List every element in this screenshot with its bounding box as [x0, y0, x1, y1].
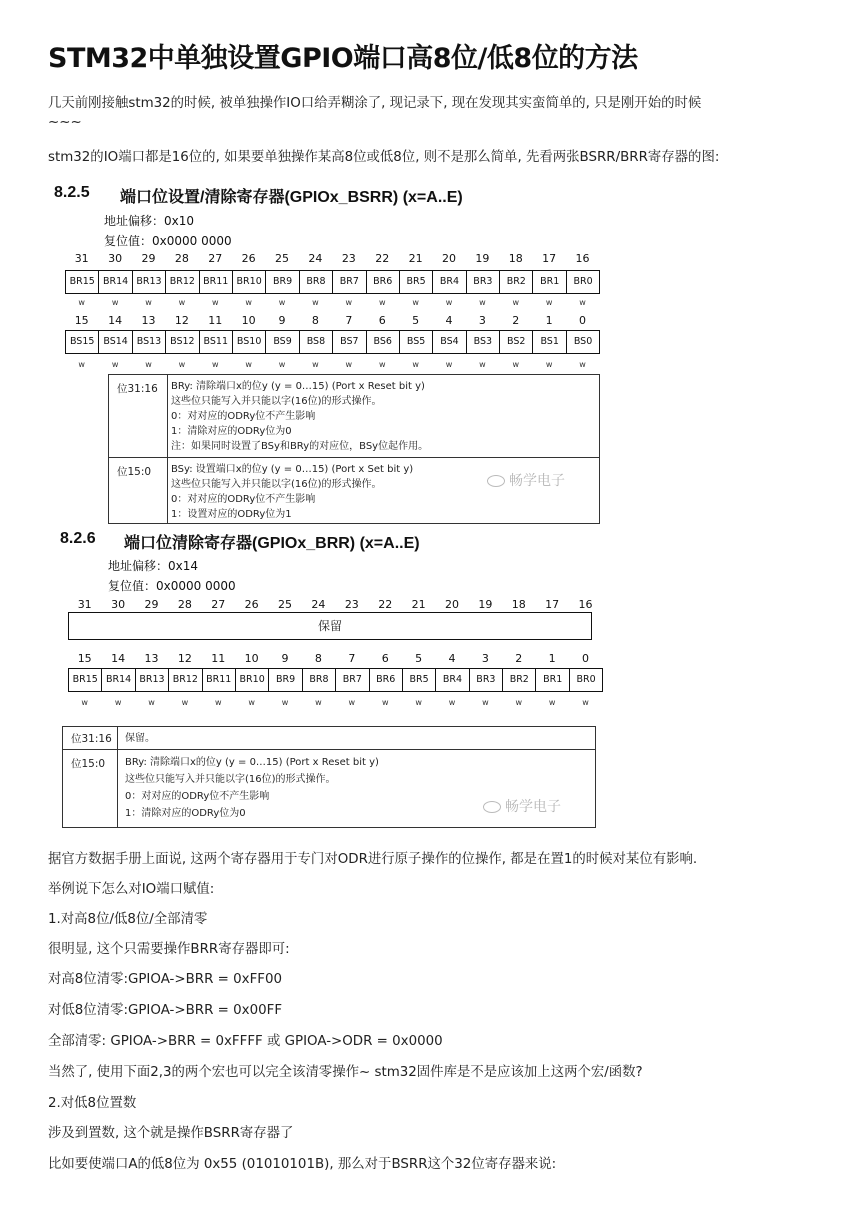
bit-number: 26: [244, 598, 259, 611]
bit-number: 9: [278, 314, 286, 327]
desc-line: BSy: 设置端口x的位y (y = 0…15) (Port x Set bit y): [171, 464, 414, 475]
paragraph-macro-note: 当然了, 使用下面2,3的两个宏也可以完全该清零操作~ stm32固件库是不是应该加上这两个宏/函数?: [48, 1065, 643, 1080]
bit-number: 18: [511, 598, 526, 611]
bsrr-desc-text-bs: [171, 462, 413, 522]
bsrr-reset-value: 复位值：0x0000 0000: [104, 234, 232, 248]
bit-number: 14: [108, 314, 123, 327]
bit-number: 4: [448, 652, 456, 665]
bit-number: 21: [411, 598, 426, 611]
bsrr-desc-row-br: [109, 375, 599, 458]
bsrr-section-number: 8.2.5: [54, 184, 90, 201]
bsrr-description-table: [108, 374, 600, 524]
register-field: BR7: [336, 669, 369, 691]
access-type: w: [579, 298, 586, 307]
register-field: BS1: [533, 331, 566, 353]
register-field: BR15: [69, 669, 102, 691]
desc-line: 0：对对应的ODRy位不产生影响: [171, 494, 316, 505]
bit-number: 27: [208, 252, 223, 265]
bit-number: 1: [545, 314, 553, 327]
desc-line: BRy: 清除端口x的位y (y = 0…15) (Port x Reset bit y): [171, 381, 425, 392]
bit-number: 6: [378, 314, 386, 327]
access-type: w: [545, 360, 553, 369]
register-field: BS10: [233, 331, 266, 353]
bit-number: 11: [211, 652, 226, 665]
brr-address-offset: 地址偏移：0x14: [108, 559, 199, 573]
bit-number: 2: [512, 314, 520, 327]
access-type: w: [579, 360, 586, 369]
register-field: BR8: [300, 271, 333, 293]
bsrr-desc-label-br: 位31:16: [117, 383, 158, 395]
register-field: BR9: [269, 669, 302, 691]
register-field: BR3: [470, 669, 503, 691]
bsrr-bit-numbers-high: [65, 252, 599, 265]
access-type: w: [78, 360, 85, 369]
access-type: w: [482, 698, 489, 707]
register-field: BR12: [166, 271, 199, 293]
desc-line: 0：对对应的ODRy位不产生影响: [171, 411, 316, 422]
register-field: BR10: [233, 271, 266, 293]
access-type: w: [312, 298, 319, 307]
access-type: w: [245, 298, 252, 307]
register-field: BR7: [333, 271, 366, 293]
access-type: w: [479, 298, 486, 307]
bsrr-address-offset: 地址偏移：0x10: [104, 214, 195, 228]
access-type: w: [114, 698, 122, 707]
register-field: BS11: [200, 331, 233, 353]
register-field: BR8: [303, 669, 336, 691]
paragraph-example-intro: 举例说下怎么对IO端口赋值:: [48, 882, 215, 897]
bit-number: 9: [281, 652, 289, 665]
desc-line: 1：清除对应的ODRy位为0: [171, 426, 292, 437]
bit-number: 23: [344, 598, 359, 611]
bit-number: 20: [441, 252, 456, 265]
bit-number: 5: [415, 652, 423, 665]
bit-number: 28: [174, 252, 189, 265]
bit-number: 19: [475, 252, 490, 265]
wechat-icon: [487, 475, 505, 487]
paragraph-bsrr-example: 比如要使端口A的低8位为 0x55 (01010101B), 那么对于BSRR这个32位寄存器来说:: [48, 1157, 557, 1172]
register-field: BR6: [370, 669, 403, 691]
bit-number: 14: [111, 652, 126, 665]
register-field: BR5: [400, 271, 433, 293]
bit-number: 20: [444, 598, 459, 611]
bsrr-desc-label-bs: 位15:0: [117, 466, 152, 478]
access-type: w: [345, 360, 353, 369]
bit-number: 15: [74, 314, 89, 327]
bit-number: 22: [375, 252, 390, 265]
brr-section-number: 8.2.6: [60, 530, 96, 547]
access-type: w: [315, 698, 322, 707]
bit-number: 7: [348, 652, 356, 665]
access-type: w: [445, 360, 453, 369]
access-type: w: [381, 698, 389, 707]
bit-number: 3: [481, 652, 489, 665]
brr-desc-row-reserved: [63, 727, 595, 750]
register-field: BR2: [500, 271, 533, 293]
bit-number: 24: [308, 252, 323, 265]
register-field: BR4: [436, 669, 469, 691]
brr-reserved-field: 保留: [68, 612, 592, 640]
brr-desc-text-reserved: 保留。: [125, 733, 155, 744]
bit-number: 23: [341, 252, 356, 265]
brr-bit-numbers-high: [68, 598, 602, 611]
bsrr-desc-row-bs: [109, 458, 599, 522]
register-field: BR5: [403, 669, 436, 691]
bit-number: 15: [77, 652, 92, 665]
register-field: BR4: [433, 271, 466, 293]
brr-access-row: [68, 698, 602, 707]
access-type: w: [512, 298, 520, 307]
code-clear-all: 全部清零: GPIOA->BRR = 0xFFFF 或 GPIOA->ODR = 0x0000: [48, 1034, 443, 1049]
register-field: BS0: [573, 336, 593, 347]
bit-number: 4: [445, 314, 453, 327]
bit-number: 28: [177, 598, 192, 611]
access-type: w: [145, 298, 152, 307]
access-type: w: [178, 298, 186, 307]
brr-reset-value: 复位值：0x0000 0000: [108, 579, 236, 593]
desc-line: 0：对对应的ODRy位不产生影响: [125, 791, 270, 802]
register-field: BS9: [266, 331, 299, 353]
access-type: w: [148, 698, 155, 707]
bsrr-register-row-high: [65, 270, 600, 294]
register-field: BR1: [536, 669, 569, 691]
access-type: w: [515, 698, 523, 707]
register-field: BS12: [166, 331, 199, 353]
bit-number: 7: [345, 314, 353, 327]
bsrr-access-row-low: [65, 360, 599, 369]
bit-number: 12: [174, 314, 189, 327]
access-type: w: [281, 698, 289, 707]
brr-desc-row-br: [63, 750, 595, 826]
access-type: w: [145, 360, 152, 369]
register-field: BS4: [433, 331, 466, 353]
register-field: BS6: [367, 331, 400, 353]
access-type: w: [412, 360, 419, 369]
register-field: BR13: [133, 271, 166, 293]
register-field: BS8: [300, 331, 333, 353]
desc-line: 1：设置对应的ODRy位为1: [171, 509, 292, 520]
watermark-text: 畅学电子: [505, 799, 561, 815]
register-field: BR14: [99, 271, 132, 293]
bit-number: 31: [74, 252, 89, 265]
bit-number: 26: [241, 252, 256, 265]
register-field: BS3: [467, 331, 500, 353]
register-field: BR10: [236, 669, 269, 691]
access-type: w: [181, 698, 189, 707]
bit-number: 12: [177, 652, 192, 665]
paragraph-brr-note: 很明显, 这个只需要操作BRR寄存器即可:: [48, 942, 290, 957]
access-type: w: [312, 360, 319, 369]
access-type: w: [345, 298, 353, 307]
register-field: BS7: [333, 331, 366, 353]
access-type: w: [378, 298, 386, 307]
bit-number: 13: [141, 314, 156, 327]
page-title: STM32中单独设置GPIO端口高8位/低8位的方法: [48, 43, 638, 74]
register-field: BS15: [66, 331, 99, 353]
register-field: BR14: [102, 669, 135, 691]
desc-line: BRy: 清除端口x的位y (y = 0…15) (Port x Reset bit y): [125, 757, 379, 768]
brr-desc-text-br: [125, 754, 379, 822]
paragraph-after-figure: 据官方数据手册上面说, 这两个寄存器用于专门对ODR进行原子操作的位操作, 都是在置1的时候对某位有影响.: [48, 852, 698, 867]
register-field: BR15: [66, 271, 99, 293]
access-type: w: [111, 360, 119, 369]
access-type: w: [378, 360, 386, 369]
bsrr-section-title: 端口位设置/清除寄存器(GPIOx_BSRR) (x=A..E): [120, 189, 463, 206]
desc-line: 注：如果同时设置了BSy和BRy的对应位，BSy位起作用。: [171, 441, 429, 452]
bit-number: 13: [144, 652, 159, 665]
brr-register-row: [68, 668, 603, 692]
access-type: w: [211, 360, 219, 369]
bit-number: 16: [578, 598, 593, 611]
bit-number: 25: [275, 252, 290, 265]
access-type: w: [278, 360, 286, 369]
bit-number: 17: [542, 252, 557, 265]
brr-description-table: [62, 726, 596, 828]
register-field: BR12: [169, 669, 202, 691]
access-type: w: [81, 698, 88, 707]
desc-line: 这些位只能写入并只能以字(16位)的形式操作。: [125, 774, 336, 785]
bit-number: 3: [478, 314, 486, 327]
bit-number: 22: [378, 598, 393, 611]
access-type: w: [448, 698, 456, 707]
brr-desc-label-br: 位15:0: [71, 758, 106, 770]
watermark-brr: [483, 796, 561, 816]
register-field: BR13: [136, 669, 169, 691]
wechat-icon: [483, 801, 501, 813]
bit-number: 21: [408, 252, 423, 265]
desc-line: 1：清除对应的ODRy位为0: [125, 808, 246, 819]
access-type: w: [78, 298, 85, 307]
intro-paragraph: [48, 92, 701, 130]
register-field: BR9: [266, 271, 299, 293]
bit-number: 18: [508, 252, 523, 265]
register-field: BR1: [533, 271, 566, 293]
heading-clear: 1.对高8位/低8位/全部清零: [48, 912, 208, 927]
register-field: BR0: [573, 276, 593, 287]
bit-number: 19: [478, 598, 493, 611]
bit-number: 25: [278, 598, 293, 611]
access-type: w: [445, 298, 453, 307]
register-field: BR3: [467, 271, 500, 293]
register-field: BS5: [400, 331, 433, 353]
bit-number: 10: [241, 314, 256, 327]
register-field: BR11: [200, 271, 233, 293]
access-type: w: [548, 698, 556, 707]
register-field: BR6: [367, 271, 400, 293]
brr-desc-label-reserved: 位31:16: [71, 733, 112, 745]
bit-number: 0: [582, 652, 590, 665]
register-field: BS13: [133, 331, 166, 353]
bit-number: 24: [311, 598, 326, 611]
bit-number: 8: [314, 652, 322, 665]
watermark-bsrr: [487, 470, 565, 490]
intro-line-1: 几天前刚接触stm32的时候, 被单独操作IO口给弄糊涂了, 现记录下, 现在发现其实蛮简单的, 只是刚开始的时候: [48, 96, 702, 111]
bit-number: 2: [515, 652, 523, 665]
bsrr-desc-text-br: [171, 379, 428, 454]
brr-section-title: 端口位清除寄存器(GPIOx_BRR) (x=A..E): [124, 535, 420, 552]
access-type: w: [582, 698, 589, 707]
access-type: w: [415, 698, 422, 707]
access-type: w: [348, 698, 356, 707]
access-type: w: [245, 360, 252, 369]
intro-line-2: ~~~: [48, 115, 82, 130]
bit-number: 6: [381, 652, 389, 665]
bit-number: 1: [548, 652, 556, 665]
access-type: w: [178, 360, 186, 369]
access-type: w: [278, 298, 286, 307]
access-type: w: [479, 360, 486, 369]
access-type: w: [211, 298, 219, 307]
bit-number: 8: [311, 314, 319, 327]
register-field: BR2: [503, 669, 536, 691]
bit-number: 0: [579, 314, 587, 327]
bsrr-bit-numbers-low: [65, 314, 599, 327]
desc-line: 这些位只能写入并只能以字(16位)的形式操作。: [171, 396, 382, 407]
register-field: BS2: [500, 331, 533, 353]
bit-number: 29: [144, 598, 159, 611]
bit-number: 10: [244, 652, 259, 665]
access-type: w: [512, 360, 520, 369]
bit-number: 27: [211, 598, 226, 611]
bit-number: 31: [77, 598, 92, 611]
access-type: w: [545, 298, 553, 307]
bsrr-access-row-high: [65, 298, 599, 307]
bit-number: 5: [412, 314, 420, 327]
paragraph-registers: stm32的IO端口都是16位的, 如果要单独操作某高8位或低8位, 则不是那么简单, 先看两张BSRR/BRR寄存器的图:: [48, 150, 720, 165]
bit-number: 30: [108, 252, 123, 265]
code-clear-high: 对高8位清零:GPIOA->BRR = 0xFF00: [48, 972, 283, 987]
access-type: w: [248, 698, 255, 707]
bit-number: 11: [208, 314, 223, 327]
code-clear-low: 对低8位清零:GPIOA->BRR = 0x00FF: [48, 1003, 283, 1018]
bit-number: 17: [545, 598, 560, 611]
access-type: w: [214, 698, 222, 707]
register-field: BR11: [203, 669, 236, 691]
register-field: BR0: [576, 674, 596, 685]
watermark-text: 畅学电子: [509, 473, 565, 489]
bsrr-register-row-low: [65, 330, 600, 354]
register-field: BS14: [99, 331, 132, 353]
access-type: w: [111, 298, 119, 307]
access-type: w: [412, 298, 419, 307]
heading-set-low: 2.对低8位置数: [48, 1096, 137, 1111]
bit-number: 16: [575, 252, 590, 265]
paragraph-bsrr-note: 涉及到置数, 这个就是操作BSRR寄存器了: [48, 1126, 294, 1141]
desc-line: 这些位只能写入并只能以字(16位)的形式操作。: [171, 479, 382, 490]
brr-bit-numbers-low: [68, 652, 602, 665]
bit-number: 30: [111, 598, 126, 611]
bit-number: 29: [141, 252, 156, 265]
